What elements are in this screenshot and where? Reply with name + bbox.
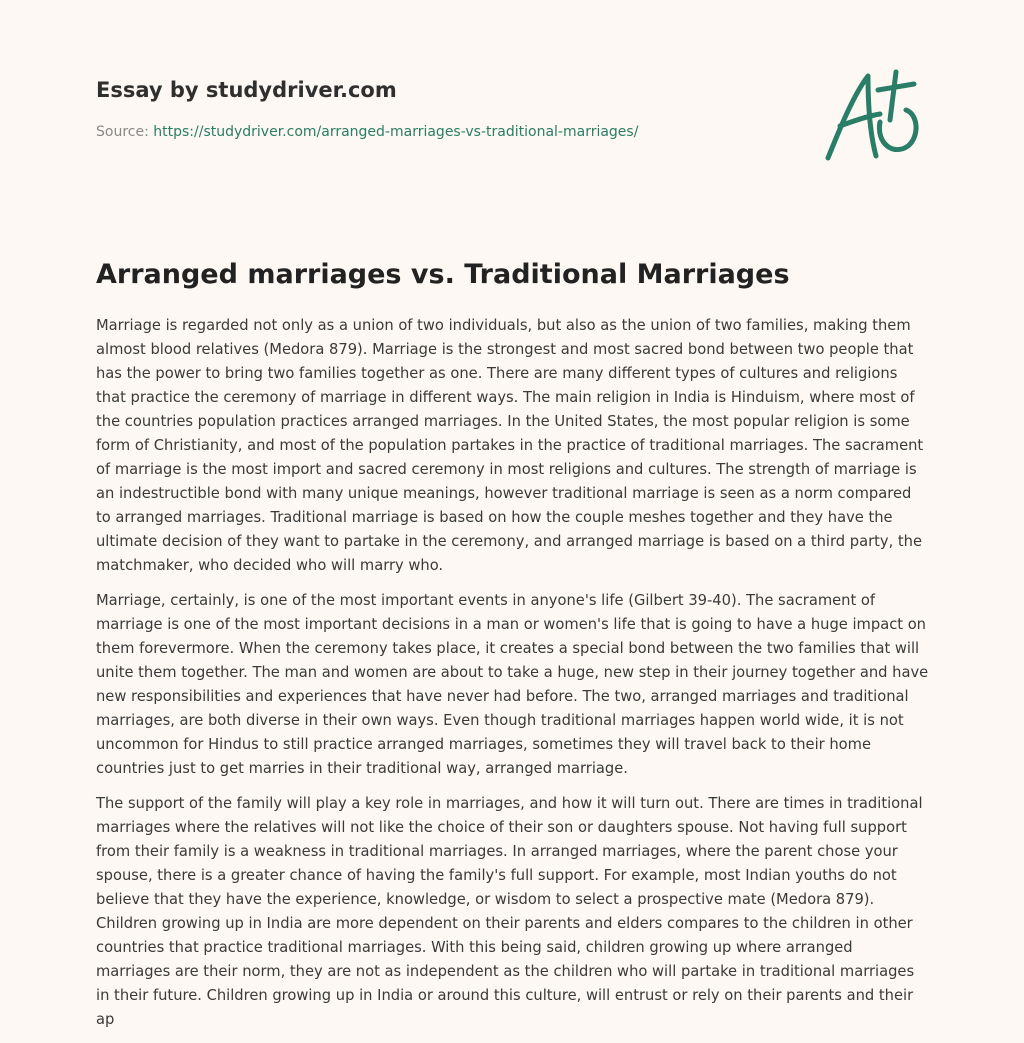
logo-circle-stroke [879,110,916,150]
source-link[interactable]: https://studydriver.com/arranged-marriages-vs-traditional-marriages/ [153,124,639,140]
essay-header [96,76,796,142]
article-paragraph: Marriage is regarded not only as a union of two individuals, but also as the union of two families, making them almost blood relatives (Medora 879). Marriage is the strongest and most sacred bond between two people that has the power to bring two families together as one. There are many different types of cultures and religions that practice the ceremony of marriage in different ways. The main religion in India is Hinduism, where most of the countries population practices arranged marriages. In the United States, the most popular religion is some form of Christianity, and most of the population partakes in the practice of traditional marriages. The sacrament of marriage is the most import and sacred ceremony in most religions and cultures. The strength of marriage is an indestructible bond with many unique meanings, however traditional marriage is seen as a norm compared to arranged marriages. Traditional marriage is based on how the couple meshes together and they have the ultimate decision of they want to partake in the ceremony, and arranged marriage is based on a third party, the matchmaker, who decided who will marry who. [96,317,924,574]
logo-plus-vertical [890,72,896,120]
logo-plus-horizontal [878,84,914,90]
article-body [96,314,930,1043]
source-line [96,122,796,142]
brand-title: Essay by studydriver.com [96,78,397,102]
source-label: Source: [96,124,149,140]
article-title: Arranged marriages vs. Traditional Marriages [96,259,790,290]
article-paragraph: The support of the family will play a key role in marriages, and how it will turn out. There are times in traditional marriages where the relatives will not like the choice of their son or daughters spouse. Not having full support from their family is a weakness in traditional marriages. In arranged marriages, where the parent chose your spouse, there is a greater chance of having the family's full support. For example, most Indian youths do not believe that they have the experience, knowledge, or wisdom to select a prospective mate (Medora 879). Children growing up in India are more dependent on their parents and elders compares to the children in other countries that practice traditional marriages. With this being said, children growing up where arranged marriages are their norm, they are not as independent as the children who will partake in traditional marriages in their future. Children growing up in India or around this culture, will entrust or rely on their parents and their ap [96,795,923,1028]
a-plus-logo-icon [818,64,930,168]
article-paragraph: Marriage, certainly, is one of the most important events in anyone's life (Gilbert 39-40). The sacrament of marriage is one of the most important decisions in a man or women's life that is going to have a huge impact on them forevermore. When the ceremony takes place, it creates a special bond between the two families that will unite them together. The man and women are about to take a huge, new step in their journey together and have new responsibilities and experiences that have never had before. The two, arranged marriages and traditional marriages, are both diverse in their own ways. Even though traditional marriages happen world wide, it is not uncommon for Hindus to still practice arranged marriages, sometimes they will travel back to their home countries just to get marries in their traditional way, arranged marriage. [96,592,929,777]
